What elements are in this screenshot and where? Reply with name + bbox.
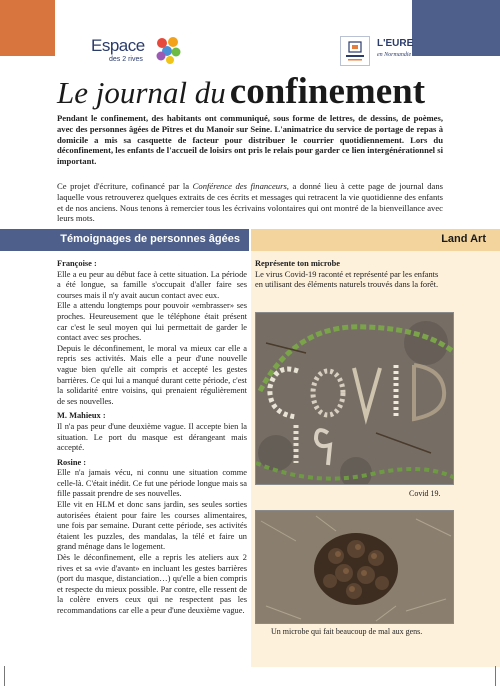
section-title-land-art: Land Art xyxy=(441,233,486,245)
photo-caption: Un microbe qui fait beaucoup de mal aux gens. xyxy=(271,627,423,636)
eure-logo-subtitle: en Normandie xyxy=(377,52,412,58)
testimony-name: M. Mahieux : xyxy=(57,411,106,421)
conference-financeurs-logo xyxy=(340,36,370,66)
testimony-paragraph: Elle a eu peur au début face à cette situation. La période a été longue, sa famille s'occupait d'aller faire ses courses mais il n'y avait aucun contact avec eux. xyxy=(57,269,247,300)
partner-logos xyxy=(340,36,435,66)
microbe-land-art-photo xyxy=(255,510,454,624)
testimony-name: Rosine : xyxy=(57,457,87,467)
corner-accent-left xyxy=(0,0,55,56)
testimony-paragraph: Elle n'a jamais vécu, ni connu une situation comme celle-là. C'était inédit. Ce fut une période longue mais sa fille passait prendre de ses nouvelles. xyxy=(57,468,247,499)
land-art-text: Le virus Covid-19 raconté et représenté par les enfants en utilisant des éléments naturels trouvés dans la forêt. xyxy=(255,269,439,290)
testimonies-column xyxy=(57,259,247,617)
testimony-paragraph: Elle vit en HLM et donc sans jardin, ses seules sorties autorisées étaient pour faire les courses alimentaires, une fois par semaine. Durant cette période, ses activités étaient les puzzles, des mandalas, la télé et faire un grand ménage dans le logement. xyxy=(57,500,247,552)
photo-caption: Covid 19. xyxy=(409,489,441,498)
section-header-land-art xyxy=(251,229,500,251)
eure-logo-name: L'EURE xyxy=(377,38,414,49)
description-funder: Conférence des financeurs xyxy=(192,181,287,191)
testimony-name: Françoise : xyxy=(57,259,97,268)
building-icon xyxy=(341,37,369,65)
page-title-prefix: Le journal du xyxy=(57,75,226,110)
page-title-main: confinement xyxy=(229,71,426,112)
description-paragraph xyxy=(57,181,443,224)
espace-logo-subtitle: des 2 rives xyxy=(109,56,143,63)
crop-mark xyxy=(495,666,496,686)
testimony-paragraph: Dès le déconfinement, elle a repris les ateliers aux 2 rives et sa «vie d'avant» en incluant les gestes barrières (port du masque, distanciation…) qu'elle a bien compris et respecte du mieux possible. Par contre, elle ressent de la colère envers ceux qui ne respectent pas les recommandations car elle a peur d'une deuxième vague. xyxy=(57,553,247,615)
land-art-column xyxy=(255,259,445,291)
intro-paragraph: Pendant le confinement, des habitants ont communiqué, sous forme de lettres, de dessins, de poèmes, avec des personnes âgées de Pîtres et du Manoir sur Seine. L'animatrice du service de portage de repas à domicile a mis sa casquette de facteur pour distribuer le courrier quotidiennement. Lors du déconfinement, les enfants de l'accueil de loisirs ont pris le relais pour garder ce lien intergénérationnel si important. xyxy=(57,113,443,167)
testimony-paragraph: Il n'a pas peur d'une deuxième vague. Il accepte bien la situation. Le port du masque est dérangeant mais accepté. xyxy=(57,421,247,453)
espace-logo-word: Espace xyxy=(91,36,145,55)
land-art-heading: Représente ton microbe xyxy=(255,259,340,268)
section-header-testimonies xyxy=(0,229,249,251)
testimony-paragraph: Elle a attendu longtemps pour pouvoir «embrasser» ses proches. Heureusement que le téléphone était présent car c'est le seul moyen qui lui permettait de garder le contact avec ses proches. xyxy=(57,301,247,343)
description-before: Ce projet d'écriture, cofinancé par la xyxy=(57,181,193,191)
espace-logo-faces-icon xyxy=(154,36,182,66)
testimony-paragraph: Depuis le déconfinement, le moral va mieux car elle a repris ses activités. Mais elle a peur d'une nouvelle vague bien qu'elle ait compris et accepté les gestes barrières. Ce qui lui a manqué durant cette période, c'est la solidarité entre voisins, qui prenaient régulièrement de ses nouvelles. xyxy=(57,343,247,406)
covid-land-art-photo xyxy=(255,312,454,485)
description-after: , a donné lieu à cette page de journal dans laquelle vous retrouverez quelques extraits de ces écrits et messages qui retracent la vie quotidienne des enfants et de nos anciens. Nous tenons à remercier tous les écrivains volontaires qui ont montré de la bienveillance avec leurs mots. xyxy=(57,181,444,224)
section-title-testimonies: Témoignages de personnes âgées xyxy=(60,233,240,245)
page-title xyxy=(57,70,425,113)
crop-mark xyxy=(4,666,5,686)
